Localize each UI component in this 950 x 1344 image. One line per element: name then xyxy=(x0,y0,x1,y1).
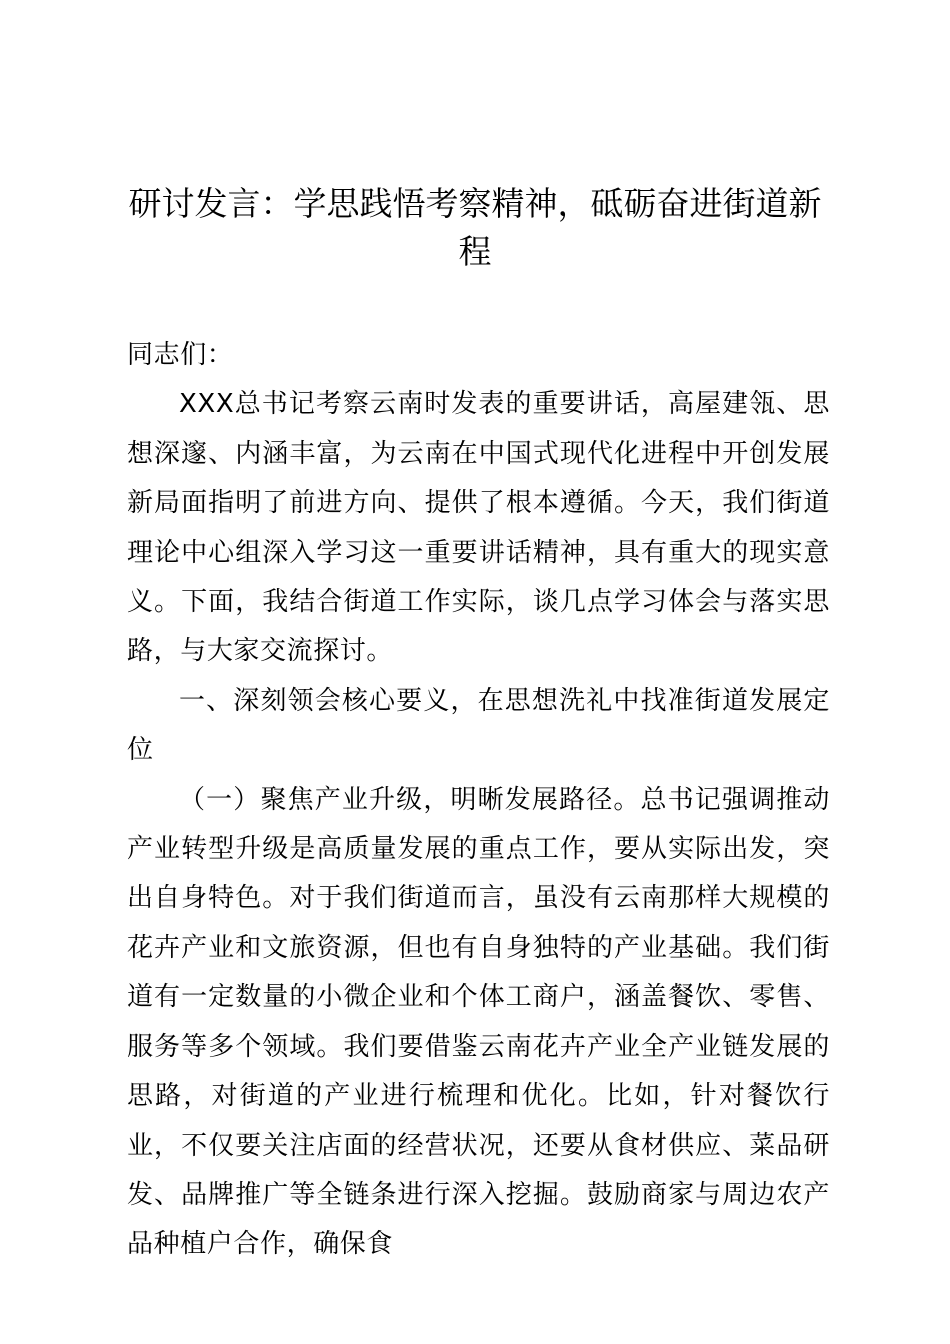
section-heading: 一、深刻领会核心要义，在思想洗礼中找准街道发展定位 xyxy=(127,685,830,766)
intro-paragraph: XXX总书记考察云南时发表的重要讲话，高屋建瓴、思想深邃、内涵丰富，为云南在中国式现代化进程中开创发展新局面指明了前进方向、提供了根本遵循。今天，我们街道理论中心组深入学习这一重要讲话精神，具有重大的现实意义。下面，我结合街道工作实际，谈几点学习体会与落实思路，与大家交流探讨。 xyxy=(127,389,830,667)
document-body xyxy=(127,331,830,1270)
subsection-paragraph: （一）聚焦产业升级，明晰发展路径。总书记强调推动产业转型升级是高质量发展的重点工作，要从实际出发，突出自身特色。对于我们街道而言，虽没有云南那样大规模的花卉产业和文旅资源，但也有自身独特的产业基础。我们街道有一定数量的小微企业和个体工商户，涵盖餐饮、零售、服务等多个领域。我们要借鉴云南花卉产业全产业链发展的思路，对街道的产业进行梳理和优化。比如，针对餐饮行业，不仅要关注店面的经营状况，还要从食材供应、菜品研发、品牌推广等全链条进行深入挖掘。鼓励商家与周边农产品种植户合作，确保食 xyxy=(127,784,830,1260)
document-title: 研讨发言：学思践悟考察精神，砥砺奋进街道新程 xyxy=(128,184,822,271)
salutation: 同志们： xyxy=(127,340,234,370)
